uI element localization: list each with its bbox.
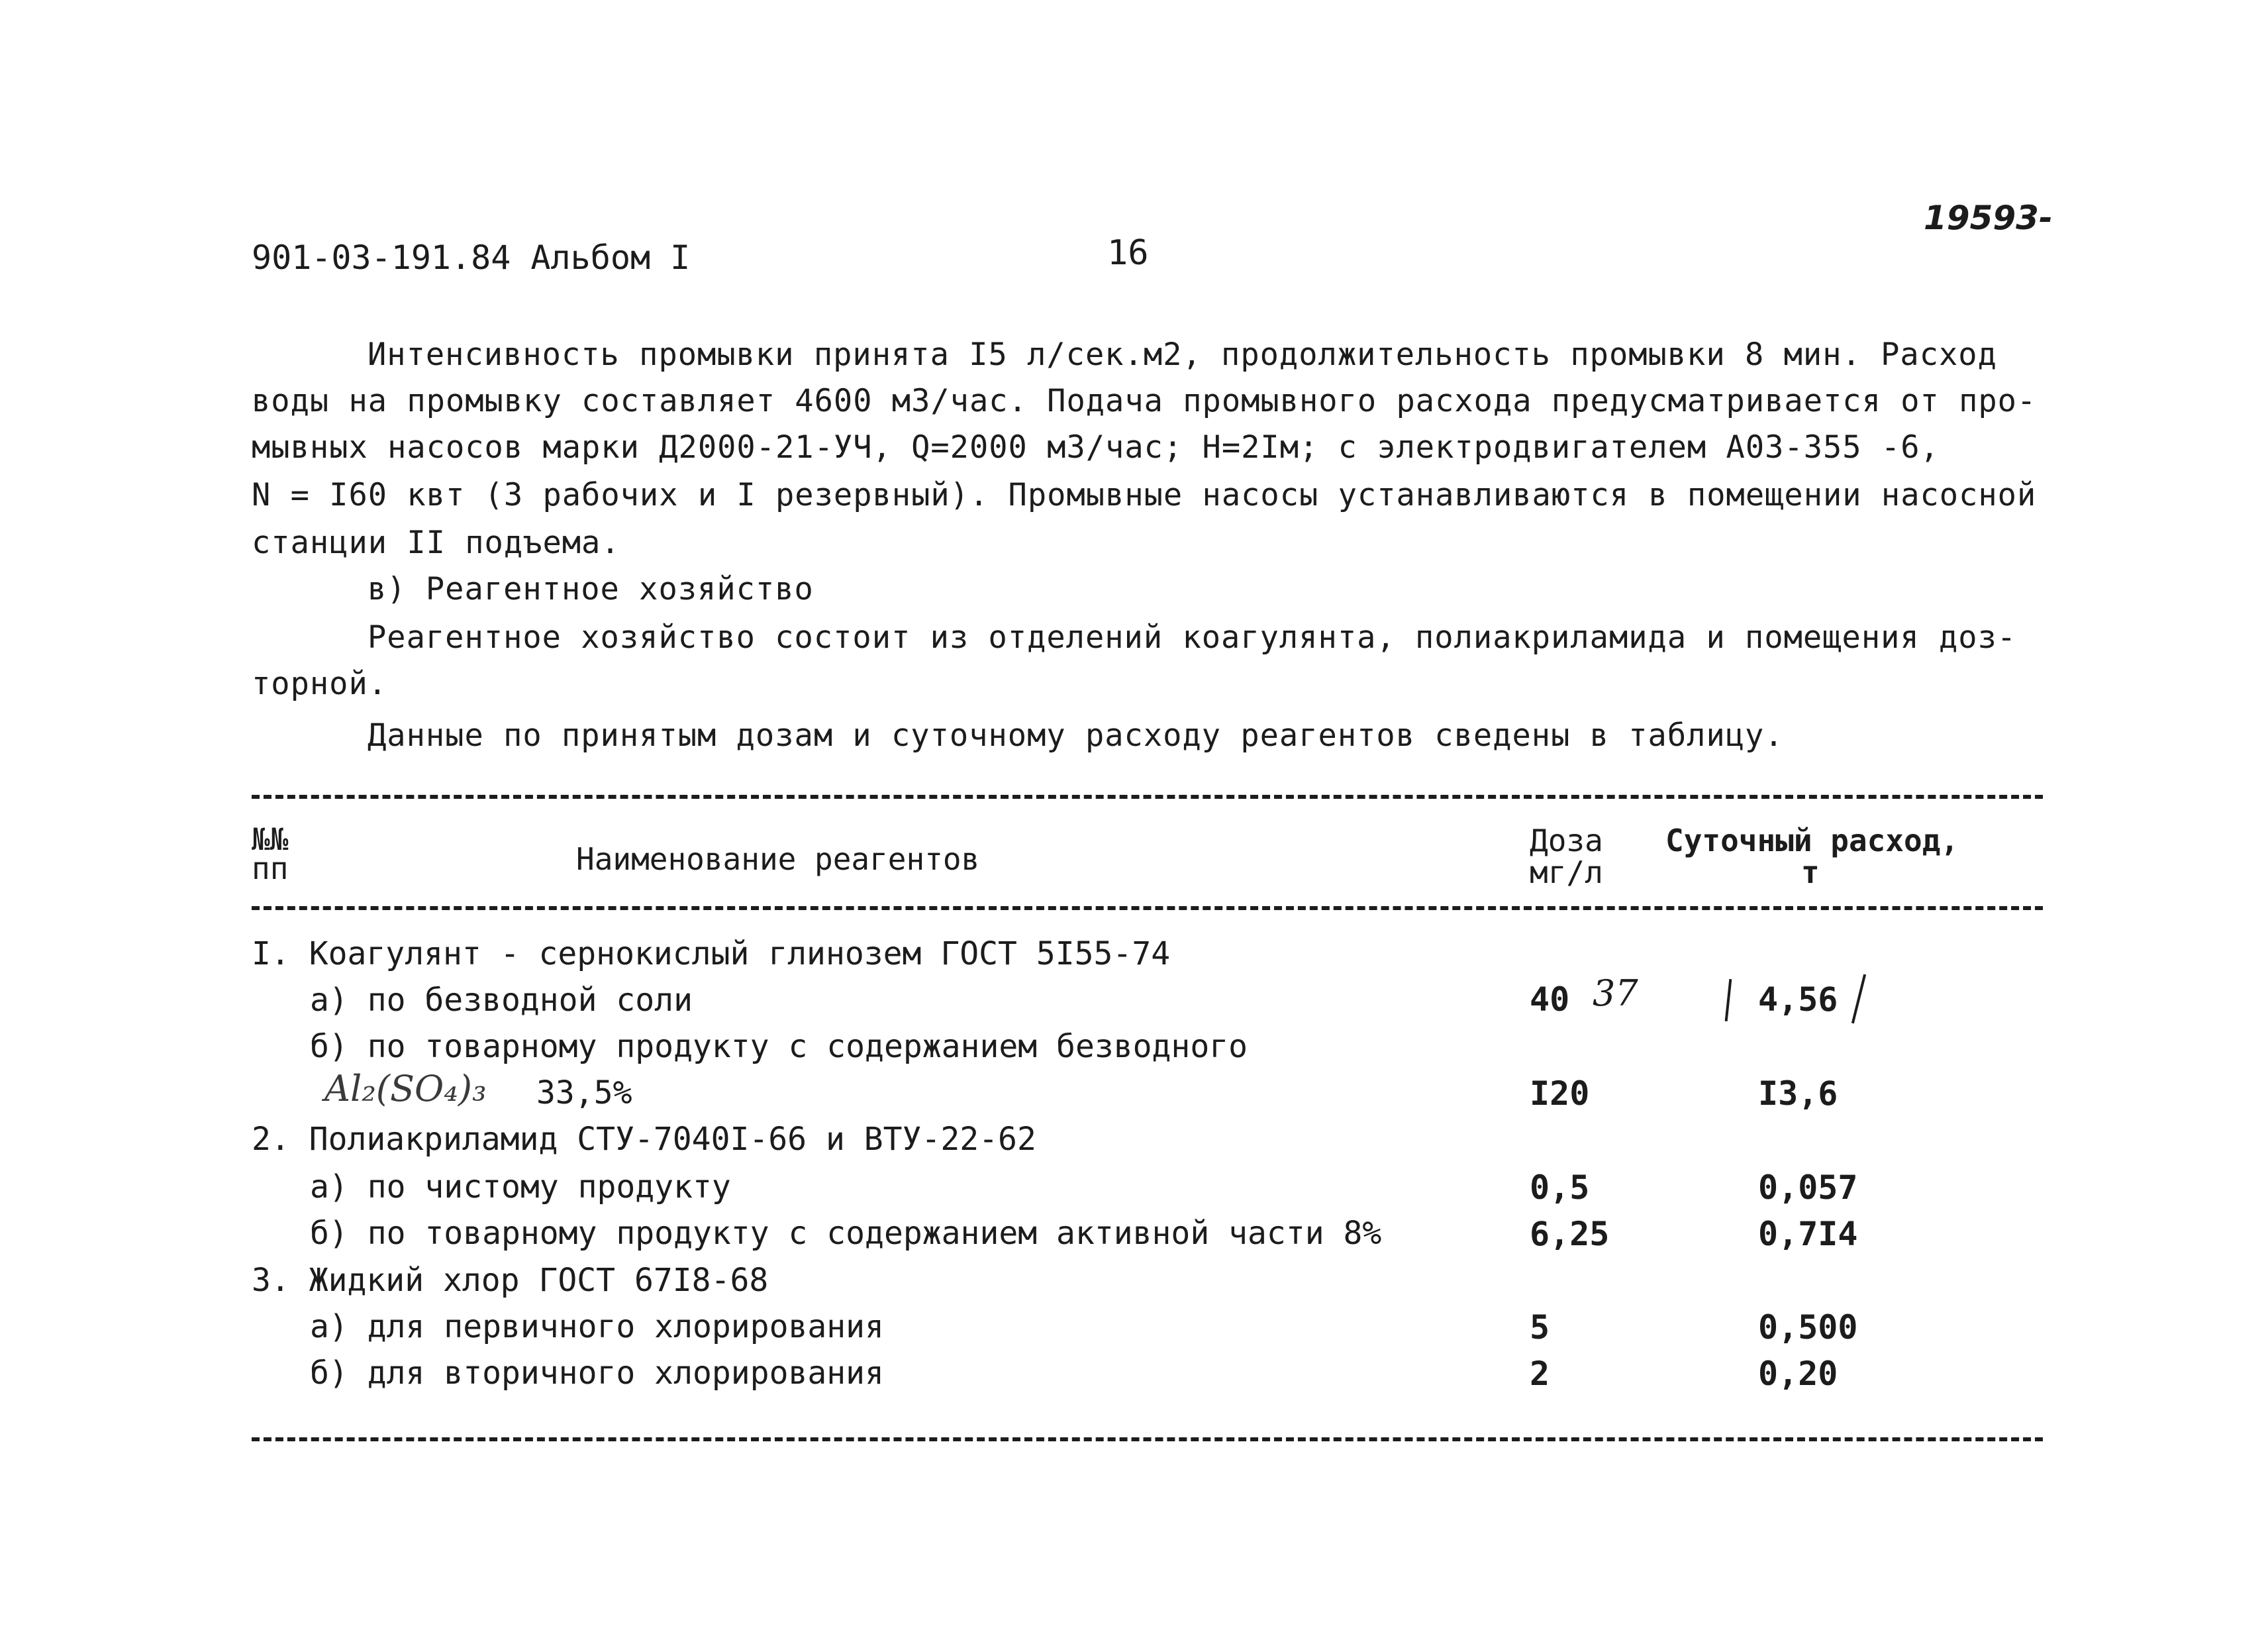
table-row-9-name: а) для первичного хлорирования <box>310 1308 884 1345</box>
handwritten-mark-left <box>1725 979 1732 1021</box>
paragraph-1-line-5: станции II подъема. <box>252 525 620 561</box>
table-row-4-dose: I20 <box>1530 1074 1590 1113</box>
table-row-1-name: I. Коагулянт - сернокислый глинозем ГОСТ 5I55-74 <box>252 935 1171 972</box>
table-header-dose <box>1530 825 1603 888</box>
paragraph-2-line-2: торной. <box>252 666 388 702</box>
document-code: 901-03-191.84 Альбом I <box>252 238 691 277</box>
table-header-dose-line-1: Доза <box>1530 823 1603 858</box>
table-row-10-name: б) для вторичного хлорирования <box>310 1355 884 1392</box>
archive-number: 19593- <box>1924 199 2053 237</box>
table-row-4-formula-handwritten: Al₂(SO₄)₃ <box>324 1068 487 1109</box>
table-row-6-name: а) по чистому продукту <box>310 1168 731 1206</box>
table-header-daily-line-1: Суточный расход, <box>1665 823 1959 858</box>
table-top-rule <box>252 795 2043 799</box>
paragraph-1-line-3: мывных насосов марки Д2000-21-УЧ, Q=2000 м3/час; Н=2Iм; с электродвигателем А03-355 -6, <box>252 429 1940 466</box>
paragraph-2-line-1: Реагентное хозяйство состоит из отделений коагулянта, полиакриламида и помещения доз- <box>368 619 2017 656</box>
table-bottom-rule <box>252 1437 2043 1441</box>
table-header-name: Наименование реагентов <box>576 841 980 877</box>
table-row-4-daily: I3,6 <box>1758 1074 1838 1113</box>
table-row-2-daily: 4,56 <box>1758 980 1838 1019</box>
table-row-8-name: 3. Жидкий хлор ГОСТ 67I8-68 <box>252 1262 769 1299</box>
paragraph-1-line-1: Интенсивность промывки принята I5 л/сек.м2, продолжительность промывки 8 мин. Расход <box>368 336 1997 373</box>
table-header-number-line-2: пп <box>252 850 289 886</box>
table-header-number-line-1: №№ <box>252 821 289 857</box>
table-row-9-daily: 0,500 <box>1758 1308 1858 1347</box>
section-heading: в) Реагентное хозяйство <box>368 571 814 607</box>
paragraph-1-line-2: воды на промывку составляет 4600 м3/час. Подача промывного расхода предусматривается от про- <box>252 383 2037 419</box>
page-number: 16 <box>1107 233 1149 273</box>
table-row-10-dose: 2 <box>1530 1355 1550 1393</box>
table-header-daily <box>1665 825 1959 888</box>
table-row-2-name: а) по безводной соли <box>310 982 693 1019</box>
table-row-10-daily: 0,20 <box>1758 1355 1838 1393</box>
table-row-7-dose: 6,25 <box>1530 1215 1610 1253</box>
paragraph-3: Данные по принятым дозам и суточному расходу реагентов сведены в таблицу. <box>368 717 1784 754</box>
table-header-number <box>252 821 289 886</box>
table-header-daily-line-2: т <box>1801 854 1820 890</box>
handwritten-mark-right <box>1851 974 1866 1024</box>
table-row-2-dose: 40 <box>1530 980 1570 1019</box>
table-row-3-name: б) по товарному продукту с содержанием безводного <box>310 1028 1248 1065</box>
table-row-5-name: 2. Полиакриламид СТУ-7040I-66 и ВТУ-22-62 <box>252 1121 1036 1158</box>
table-row-6-daily: 0,057 <box>1758 1168 1858 1207</box>
table-row-9-dose: 5 <box>1530 1308 1550 1347</box>
table-row-2-dose-handwritten: 37 <box>1593 972 1638 1014</box>
table-row-6-dose: 0,5 <box>1530 1168 1590 1207</box>
table-header-rule <box>252 906 2043 910</box>
table-row-4-name: 33,5% <box>536 1074 632 1111</box>
table-header-dose-line-2: мг/л <box>1530 854 1603 890</box>
table-row-7-daily: 0,7I4 <box>1758 1215 1858 1253</box>
table-row-7-name: б) по товарному продукту с содержанием активной части 8% <box>310 1215 1382 1252</box>
paragraph-1-line-4: N = I60 квт (3 рабочих и I резервный). Промывные насосы устанавливаются в помещении насосной <box>252 477 2037 513</box>
